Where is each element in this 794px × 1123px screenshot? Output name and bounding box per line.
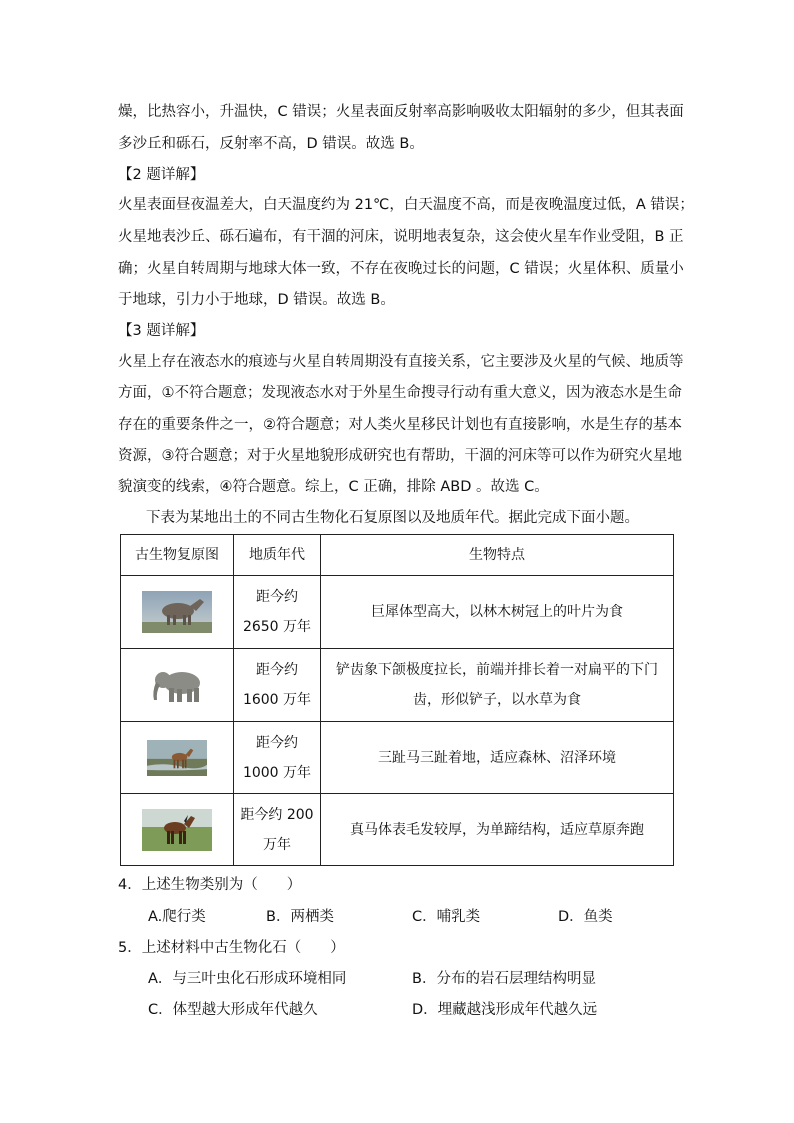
- age-text: 距今约: [256, 734, 298, 751]
- table-header-row: [121, 535, 674, 576]
- feature-cell: [321, 576, 674, 649]
- question-4-option-b[interactable]: B．两栖类: [266, 909, 334, 925]
- question-4-stem: 4．上述生物类别为（ ）: [118, 877, 302, 893]
- feature-text: 铲齿象下颌极度拉长，前端并排长着一对扁平的下门: [336, 662, 658, 678]
- table-header-cell: 古生物复原图: [121, 535, 234, 576]
- question-4-option-c[interactable]: C．哺乳类: [412, 909, 481, 925]
- age-cell: [234, 576, 321, 649]
- table-row: [121, 794, 674, 866]
- image-cell: [121, 576, 234, 649]
- paragraph-line: 存在的重要条件之一，②符合题意；对人类火星移民计划也有直接影响，水是生存的基本: [118, 417, 682, 433]
- paragraph-line: 资源，③符合题意；对于火星地貌形成研究也有帮助，干涸的河床等可以作为研究火星地: [118, 448, 682, 464]
- shovel-tusker-image: [142, 664, 212, 706]
- rhino-like-mammal-image: [142, 591, 212, 633]
- age-cell: [234, 722, 321, 794]
- paragraph-line: 火星上存在液态水的痕迹与火星自转周期没有直接关系，它主要涉及火星的气候、地质等: [118, 354, 684, 370]
- table-header-cell: 地质年代: [234, 535, 321, 576]
- section-heading: 【2 题详解】: [118, 167, 205, 183]
- feature-cell: [321, 649, 674, 722]
- question-5-option-a[interactable]: A．与三叶虫化石形成环境相同: [148, 971, 347, 987]
- question-4-option-a[interactable]: A.爬行类: [148, 909, 206, 925]
- table-row: [121, 722, 674, 794]
- paragraph-line: 火星地表沙丘、砾石遍布，有干涸的河床，说明地表复杂，这会使火星车作业受阻，B 正: [118, 229, 684, 245]
- table-header-cell: 生物特点: [321, 535, 674, 576]
- feature-cell: [321, 722, 674, 794]
- feature-text: 三趾马三趾着地，适应森林、沼泽环境: [378, 749, 616, 766]
- three-toed-horse-image: [142, 740, 212, 776]
- image-cell: [121, 722, 234, 794]
- age-text: 1600 万年: [242, 692, 312, 708]
- feature-cell: [321, 794, 674, 866]
- question-5-option-c[interactable]: C．体型越大形成年代越久: [148, 1002, 318, 1018]
- image-cell: [121, 794, 234, 866]
- question-5-option-b[interactable]: B．分布的岩石层理结构明显: [412, 971, 596, 987]
- paragraph-line: 火星表面昼夜温差大，白天温度约为 21℃，白天温度不高，而是夜晚温度过低，A 错误；: [118, 197, 694, 213]
- question-5-stem: 5．上述材料中古生物化石（ ）: [118, 940, 345, 956]
- age-text: 1000 万年: [242, 764, 312, 781]
- table-intro: 下表为某地出土的不同古生物化石复原图以及地质年代。据此完成下面小题。: [146, 510, 639, 526]
- paragraph-line: 多沙丘和砾石，反射率不高，D 错误。故选 B。: [118, 136, 424, 152]
- question-4-option-d[interactable]: D．鱼类: [558, 909, 613, 925]
- section-heading: 【3 题详解】: [118, 323, 205, 339]
- fossil-table: [120, 534, 674, 866]
- age-cell: [234, 649, 321, 722]
- age-text: 距今约: [256, 589, 298, 605]
- image-cell: [121, 649, 234, 722]
- table-row: [121, 649, 674, 722]
- question-5-option-d[interactable]: D．埋藏越浅形成年代越久远: [412, 1002, 598, 1018]
- age-text: 距今约: [256, 662, 298, 678]
- paragraph-line: 燥，比热容小，升温快，C 错误；火星表面反射率高影响吸收太阳辐射的多少，但其表面: [118, 104, 684, 120]
- feature-text: 真马体表毛发较厚，为单蹄结构，适应草原奔跑: [350, 821, 644, 838]
- age-cell: [234, 794, 321, 866]
- true-horse-image: [142, 809, 212, 851]
- table-row: [121, 576, 674, 649]
- age-text: 距今约 200: [240, 806, 314, 823]
- age-text: 2650 万年: [242, 619, 312, 635]
- age-text: 万年: [263, 836, 291, 853]
- paragraph-line: 于地球，引力小于地球，D 错误。故选 B。: [118, 292, 395, 308]
- feature-text: 齿，形似铲子，以水草为食: [413, 692, 581, 708]
- paragraph-line: 确；火星自转周期与地球大体一致，不存在夜晚过长的问题，C 错误；火星体积、质量小: [118, 261, 684, 277]
- feature-text: 巨犀体型高大，以林木树冠上的叶片为食: [371, 604, 623, 620]
- paragraph-line: 貌演变的线索，④符合题意。综上，C 正确，排除 ABD 。故选 C。: [118, 479, 549, 495]
- paragraph-line: 方面，①不符合题意；发现液态水对于外星生命搜寻行动有重大意义，因为液态水是生命: [118, 385, 682, 401]
